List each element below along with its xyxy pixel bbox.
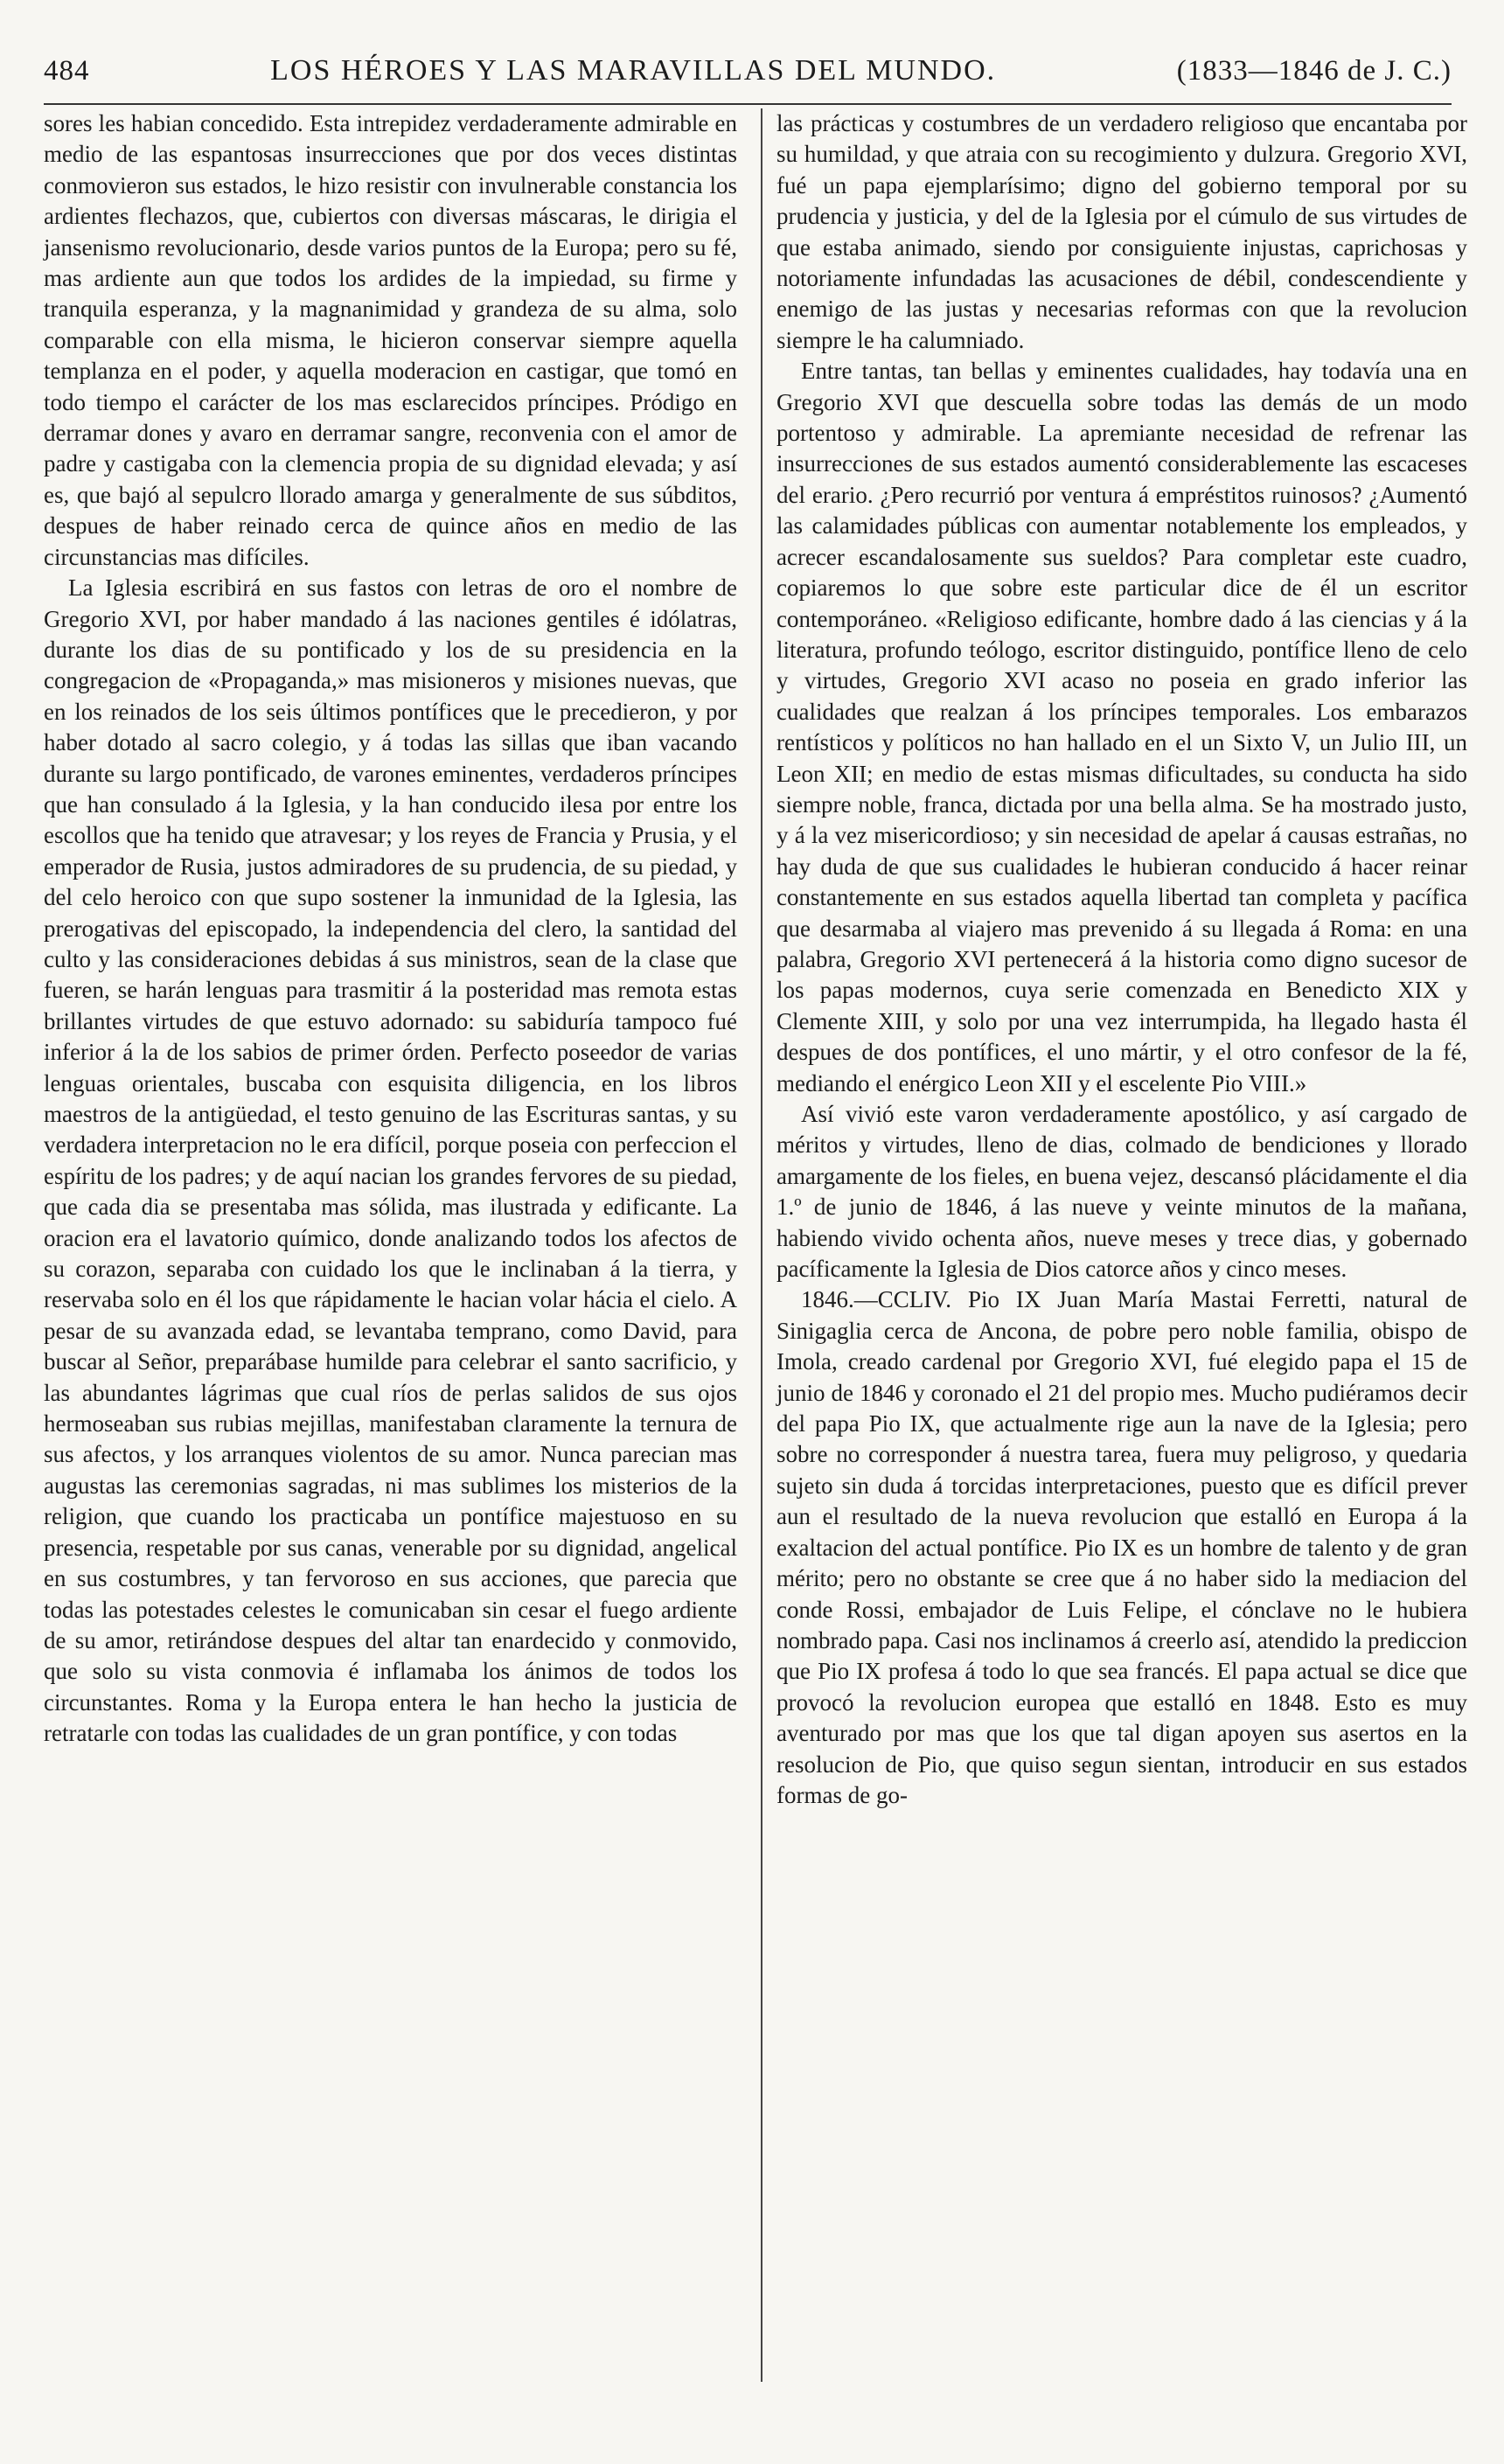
- paragraph: 1846.—CCLIV. Pio IX Juan María Mastai Ferretti, natural de Sinigaglia cerca de Ancona, de pobre pero noble familia, obispo de Imola, creado cardenal por Gregorio XVI, fué elegido papa el 15 de junio de 1846 y coronado el 21 del propio mes. Mucho pudiéramos decir del papa Pio IX, que actualmente rige aun la nave de la Iglesia; pero sobre no corresponder á nuestra tarea, fuera muy peligroso, y quedaria sujeto sin duda á torcidas interpretaciones, puesto que es difícil prever aun el resultado de la nueva revolucion que estalló en Europa á la exaltacion del actual pontífice. Pio IX es un hombre de talento y de gran mérito; pero no obstante se cree que á no haber sido la mediacion del conde Rossi, embajador de Luis Felipe, el cónclave no le hubiera nombrado papa. Casi nos inclinamos á creerlo así, atendido la prediccion que Pio IX profesa á todo lo que sea francés. El papa actual se dice que provocó la revolucion europea que estalló en 1848. Esto es muy aventurado por mas que los que tal digan apoyen sus asertos en la resolucion de Pio, que quiso segun sientan, introducir en sus estados formas de go-: [776, 1286, 1467, 1808]
- paragraph: La Iglesia escribirá en sus fastos con letras de oro el nombre de Gregorio XVI, por haber mandado á las naciones gentiles é idólatras, durante los dias de su pontificado y los de su presidencia en la congregacion de «Propaganda,» mas misioneros y misiones nuevas, que en los reinados de los seis últimos pontífices que le precedieron, y por haber dotado al sacro colegio, y á todas las sillas que iban vacando durante su largo pontificado, de varones eminentes, verdaderos príncipes que han consulado á la Iglesia, y la han conducido ilesa por entre los escollos que ha tenido que atravesar; y los reyes de Francia y Prusia, y el emperador de Rusia, justos admiradores de su prudencia, de su piedad, y del celo heroico con que supo sostener la inmunidad de la Iglesia, las prerogativas del episcopado, la independencia del clero, la santidad del culto y las consideraciones debidas á sus ministros, sean de la clase que fueren, se harán lenguas para trasmitir á la posteridad mas remota estas brillantes virtudes de que estuvo adornado: su sabiduría tampoco fué inferior á la de los sabios de primer órden. Perfecto poseedor de varias lenguas orientales, buscaba con esquisita diligencia, en los libros maestros de la antigüedad, el testo genuino de las Escrituras santas, y su verdadera interpretacion no le era difícil, porque poseia con perfeccion el espíritu de los padres; y de aquí nacian los grandes fervores de su piedad, que cada dia se presentaba mas sólida, mas ilustrada y edificante. La oracion era el lavatorio químico, donde analizando todos los afectos de su corazon, separaba con cuidado los que le inclinaban á la tierra, y reservaba solo en él los que rápidamente le hacian volar hácia el cielo. A pesar de su avanzada edad, se levantaba temprano, como David, para buscar al Señor, preparábase humilde para celebrar el santo sacrificio, y las abundantes lágrimas que cual ríos de perlas salidos de sus ojos hermoseaban sus rubias mejillas, manifestaban claramente la ternura de sus afectos, y los arranques violentos de su amor. Nunca parecian mas augustas las ceremonias sagradas, ni mas sublimes los misterios de la religion, que cuando los practicaba un pontífice majestuoso en su presencia, respetable por sus canas, venerable por su dignidad, angelical en sus costumbres, y tan fervoroso en sus acciones, que parecia que todas las potestades celestes le comunicaban sin cesar el fuego ardiente de su amor, retirándose despues del altar tan enardecido y conmovido, que solo su vista conmovia é inflamaba los ánimos de todos los circunstantes. Roma y la Europa entera le han hecho la justicia de retratarle con todas las cualidades de un gran pontífice, y con todas: [44, 574, 737, 1747]
- right-column: [776, 108, 1467, 1811]
- column-divider: [761, 108, 762, 2382]
- paragraph: Entre tantas, tan bellas y eminentes cualidades, hay todavía una en Gregorio XVI que descuella sobre todas las demás de un modo portentoso y admirable. La apremiante necesidad de refrenar las insurrecciones de sus estados aumentó considerablemente las escaceses del erario. ¿Pero recurrió por ventura á empréstitos ruinosos? ¿Aumentó las calamidades públicas con aumentar notablemente los empleados, y acrecer escandalosamente sus sueldos? Para completar este cuadro, copiaremos lo que sobre este particular dice de él un escritor contemporáneo. «Religioso edificante, hombre dado á las ciencias y á la literatura, profundo teólogo, escritor distinguido, pontífice lleno de celo y virtudes, Gregorio XVI acaso no poseia en grado inferior las cualidades que realzan á los príncipes temporales. Los embarazos rentísticos y políticos no han hallado en el un Sixto V, un Julio III, un Leon XII; en medio de estas mismas dificultades, su conducta ha sido siempre noble, franca, dictada por una bella alma. Se ha mostrado justo, y á la vez misericordioso; y sin necesidad de apelar á causas estrañas, no hay duda de que sus cualidades le hubieran conducido á hacer reinar constantemente en sus estados aquella libertad tan completa y pacífica que desarmaba al viajero mas prevenido á su llegada á Roma: en una palabra, Gregorio XVI pertenecerá á la historia como digno sucesor de los papas modernos, cuya serie comenzada en Benedicto XIX y Clemente XIII, y solo por una vez interrumpida, ha llegado hasta él despues de dos pontífices, el uno mártir, y el otro confesor de la fé, mediando el enérgico Leon XII y el escelente Pio VIII.»: [776, 358, 1467, 1096]
- page-number: 484: [44, 55, 90, 87]
- page-header: [44, 54, 1452, 98]
- paragraph: las prácticas y costumbres de un verdadero religioso que encantaba por su humildad, y que atraia con su recogimiento y dulzura. Gregorio XVI, fué un papa ejemplarísimo; digno del gobierno temporal por su prudencia y justicia, y del de la Iglesia por el cúmulo de sus virtudes de que estaba animado, siendo por consiguiente injustas, caprichosas y notoriamente infundadas las acusaciones de débil, condescendiente y enemigo de las justas y necesarias reformas con que la revolucion siempre le ha calumniado.: [776, 110, 1467, 353]
- date-range: (1833—1846 de J. C.): [1176, 55, 1452, 87]
- paragraph: Así vivió este varon verdaderamente apostólico, y así cargado de méritos y virtudes, lleno de dias, colmado de bendiciones y llorado amargamente de los fieles, en buena vejez, descansó plácidamente el dia 1.º de junio de 1846, á las nueve y veinte minutos de la mañana, habiendo vivido ochenta años, nueve meses y trece dias, y gobernado pacíficamente la Iglesia de Dios catorce años y cinco meses.: [776, 1101, 1467, 1283]
- left-column: [44, 108, 737, 1750]
- paragraph: sores les habian concedido. Esta intrepidez verdaderamente admirable en medio de las espantosas insurrecciones que por dos veces distintas conmovieron sus estados, le hizo resistir con invulnerable constancia los ardientes flechazos, que, cubiertos con diversas máscaras, le dirigia el jansenismo revolucionario, desde varios puntos de la Europa; pero su fé, mas ardiente aun que todos los ardides de la impiedad, su firme y tranquila esperanza, y la magnanimidad y grandeza de su alma, solo comparable con ella misma, le hicieron conservar siempre aquella templanza en el poder, y aquella moderacion en castigar, que tomó en todo tiempo el carácter de los mas esclarecidos príncipes. Pródigo en derramar dones y avaro en derramar sangre, reconvenia con el amor de padre y castigaba con la clemencia propia de su dignidad elevada; y así es, que bajó al sepulcro llorado amarga y generalmente de sus súbditos, despues de haber reinado cerca de quince años en medio de las circunstancias mas difíciles.: [44, 110, 737, 570]
- running-title: LOS HÉROES Y LAS MARAVILLAS DEL MUNDO.: [270, 54, 997, 87]
- header-rule: [44, 103, 1452, 105]
